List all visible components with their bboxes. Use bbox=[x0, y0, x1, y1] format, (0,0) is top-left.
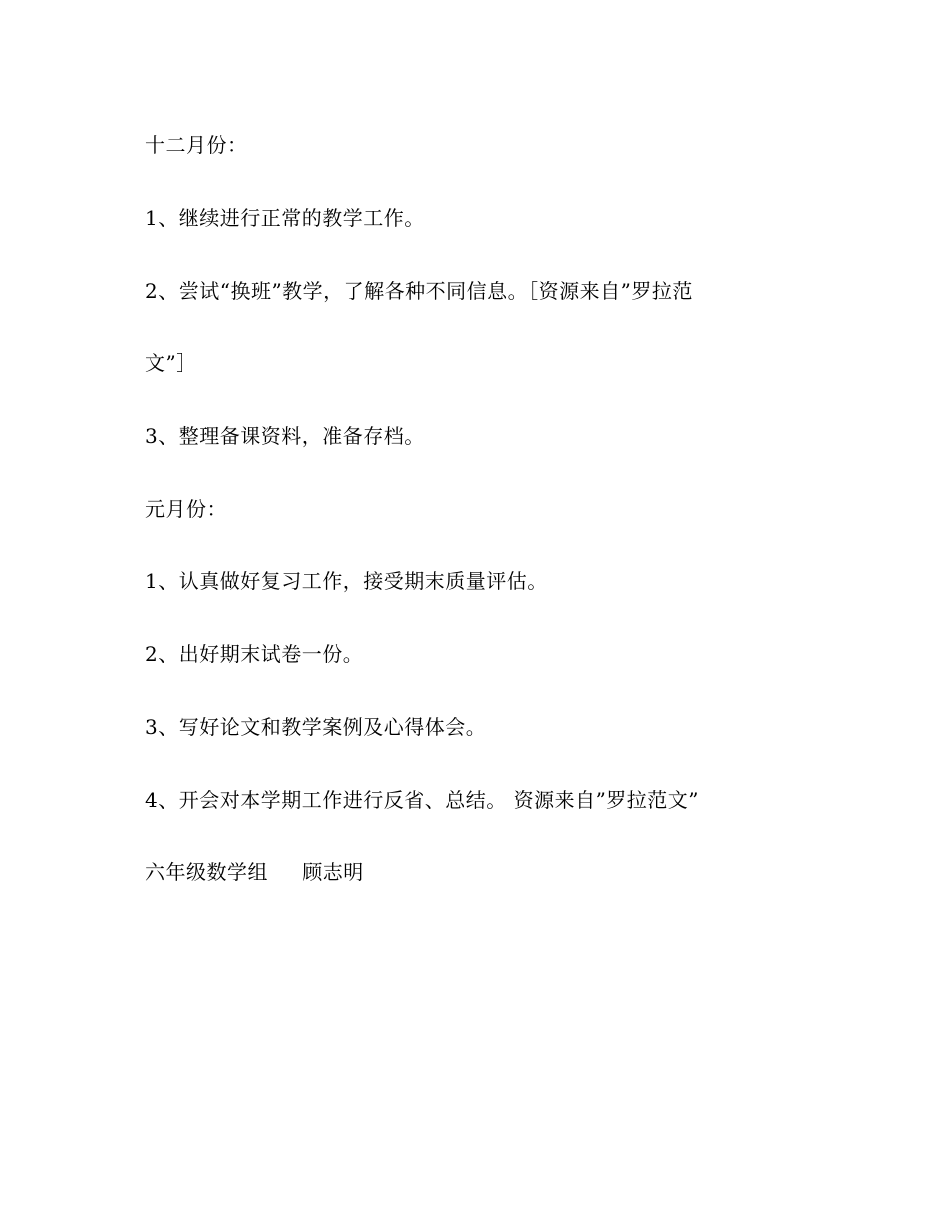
december-item-2: 2、尝试“换班”教学，了解各种不同信息。［资源来自”罗拉范 bbox=[145, 279, 693, 303]
january-heading: 元月份： bbox=[145, 497, 227, 521]
january-item-1: 1、认真做好复习工作，接受期末质量评估。 bbox=[145, 569, 548, 593]
december-item-2-continued: 文”］ bbox=[145, 351, 197, 375]
january-item-4: 4、开会对本学期工作进行反省、总结。 资源来自”罗拉范文” bbox=[145, 788, 700, 812]
december-item-3: 3、整理备课资料，准备存档。 bbox=[145, 424, 425, 448]
december-heading: 十二月份： bbox=[145, 133, 248, 157]
january-item-3: 3、写好论文和教学案例及心得体会。 bbox=[145, 715, 487, 739]
december-item-1: 1、继续进行正常的教学工作。 bbox=[145, 206, 425, 230]
signature-line: 六年级数学组 顾志明 bbox=[145, 860, 364, 884]
january-item-2: 2、出好期末试卷一份。 bbox=[145, 642, 364, 666]
